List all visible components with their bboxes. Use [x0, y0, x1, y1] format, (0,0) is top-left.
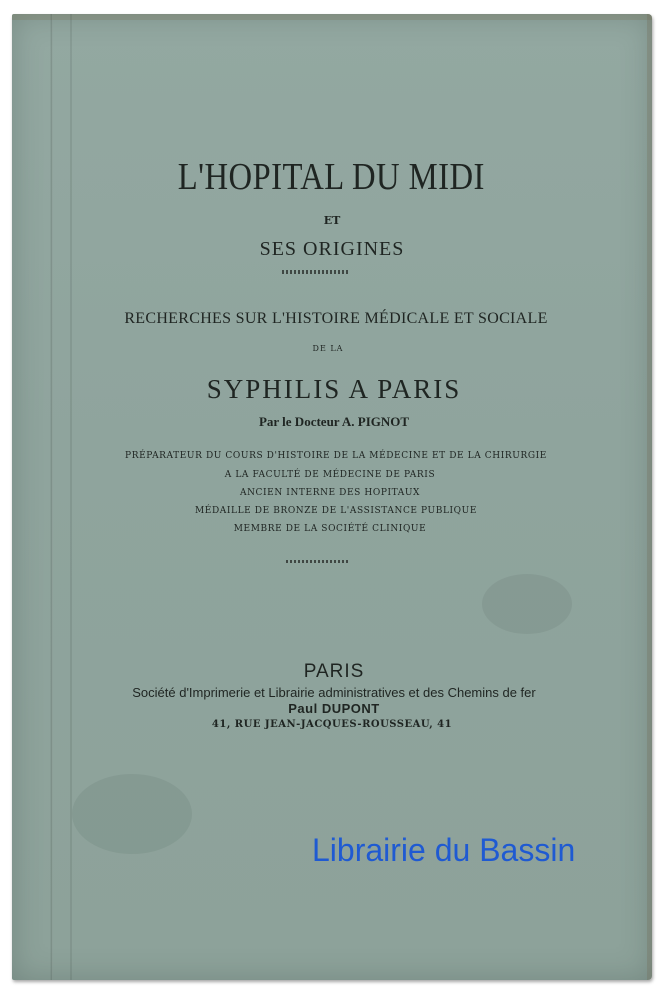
credential-line: PRÉPARATEUR DU COURS D'HISTOIRE DE LA MÉDECINE ET DE LA CHIRURGIE [125, 451, 547, 461]
publisher-society: Société d'Imprimerie et Librairie administratives et des Chemins de fer [132, 685, 536, 700]
credential-line: A LA FACULTÉ DE MÉDECINE DE PARIS [224, 470, 436, 480]
paper-stain [72, 774, 192, 854]
de-la-line: DE LA [312, 344, 344, 353]
credential-line: ANCIEN INTERNE DES HOPITAUX [239, 488, 421, 498]
credential-line: MEMBRE DE LA SOCIÉTÉ CLINIQUE [233, 524, 427, 534]
cover-top-edge-wear [12, 14, 652, 20]
publication-city: PARIS [303, 661, 365, 682]
credential-line: MÉDAILLE DE BRONZE DE L'ASSISTANCE PUBLIQUE [194, 506, 478, 516]
research-line: RECHERCHES SUR L'HISTOIRE MÉDICALE ET SOCIALE [124, 310, 548, 327]
paper-stain [482, 574, 572, 634]
book-subtitle: SES ORIGINES [259, 238, 405, 260]
title-conjunction: ET [323, 214, 341, 227]
ornamental-rule [282, 270, 348, 274]
book-title: L'HOPITAL DU MIDI [177, 156, 485, 198]
author-line: Par le Docteur A. PIGNOT [258, 414, 410, 429]
bookseller-watermark: Librairie du Bassin [312, 832, 576, 868]
publisher-name: Paul DUPONT [288, 701, 380, 716]
main-subject: SYPHILIS A PARIS [206, 374, 462, 404]
ornamental-rule [286, 560, 348, 563]
publisher-address: 41, RUE JEAN-JACQUES-ROUSSEAU, 41 [211, 719, 453, 730]
